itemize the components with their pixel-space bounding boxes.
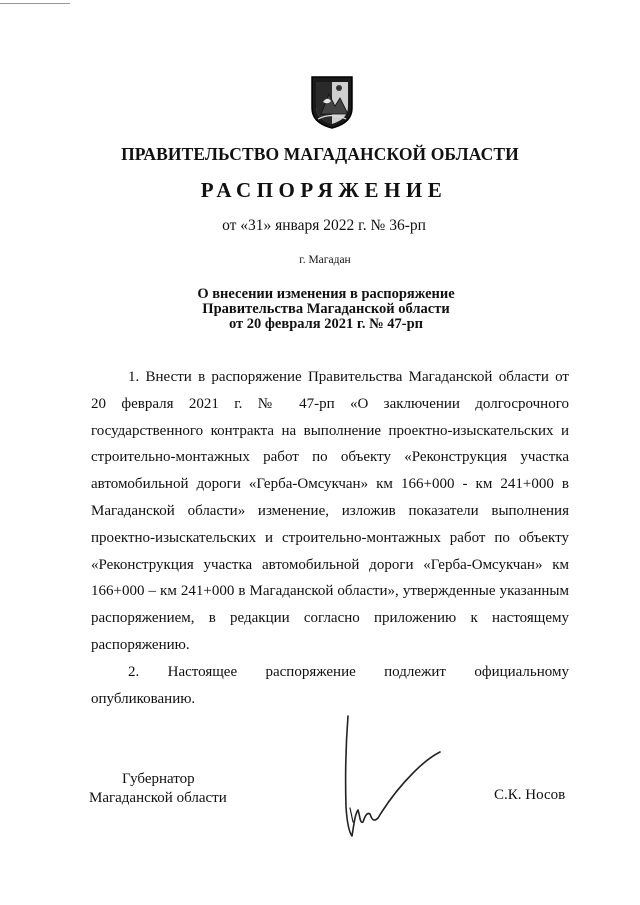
body-paragraph-1: 1. Внести в распоряжение Правительства Магаданской области от 20 февраля 2021 г. № 47-рп «О заключении долгосрочного государственного контракта на выполнение проектно-изыскательских и строительно-монтажных работ по объекту «Реконструкция участка автомобильной дороги «Герба-Омсукчан» км 166+000 - км 241+000 в Магаданской области» изменение, изложив показатели выполнения проектно-изыскательских и строительно-монтажных работ по объекту «Реконструкция участка автомобильной дороги «Герба-Омсукчан» км 166+000 – км 241+000 в Магаданской области», утвержденные указанным распоряжением, в редакции согласно приложению к настоящему распоряжению.: [91, 369, 569, 653]
document-type-title: РАСПОРЯЖЕНИЕ: [200, 178, 448, 202]
signatory-title: [89, 770, 227, 808]
document-subject: [0, 287, 640, 332]
subject-line-3: от 20 февраля 2021 г. № 47-рп: [228, 316, 424, 332]
page-edge-line: [0, 3, 70, 4]
handwritten-signature: [336, 712, 446, 840]
signatory-title-line-2: Магаданской области: [89, 790, 227, 806]
document-date-number: от «31» января 2022 г. № 36-рп: [222, 217, 426, 234]
subject-line-1: О внесении изменения в распоряжение: [197, 286, 455, 302]
signatory-name: С.К. Носов: [494, 787, 566, 803]
coat-of-arms-icon: [309, 74, 355, 130]
subject-line-2: Правительства Магаданской области: [202, 301, 450, 317]
document-body: [91, 364, 569, 712]
signatory-title-line-1: Губернатор: [122, 771, 195, 787]
body-paragraph-2: 2. Настоящее распоряжение подлежит официальному опубликованию.: [91, 663, 569, 707]
document-city: г. Магадан: [299, 254, 351, 266]
organization-title: ПРАВИТЕЛЬСТВО МАГАДАНСКОЙ ОБЛАСТИ: [121, 144, 519, 164]
